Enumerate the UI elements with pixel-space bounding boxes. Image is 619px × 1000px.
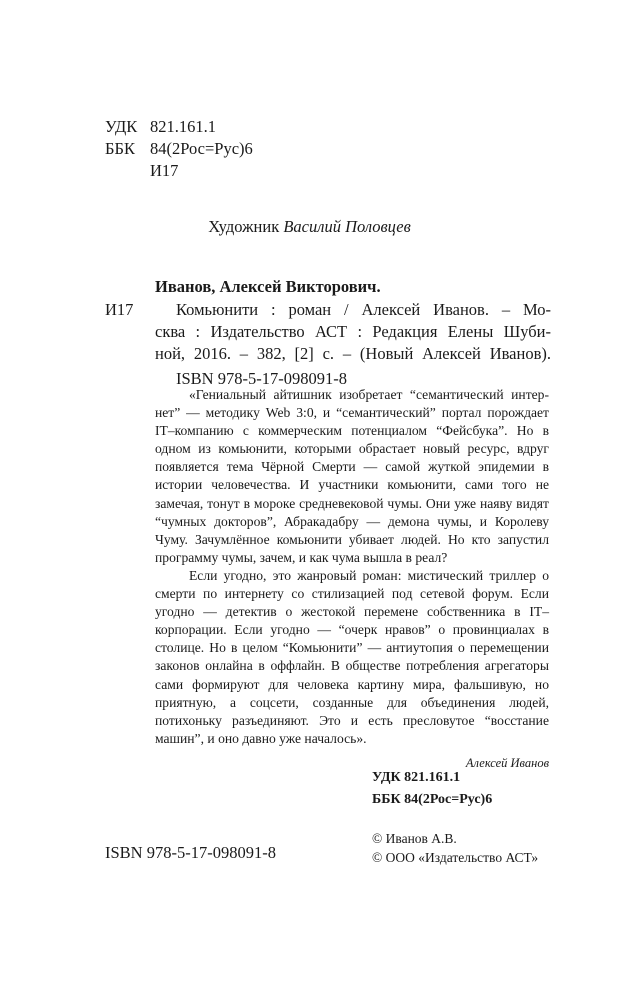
bibliographic-line-1: Комьюнити : роман / Алексей Иванов. – Мо- bbox=[176, 300, 551, 319]
bibliographic-mark: И17 bbox=[105, 300, 134, 319]
bibliographic-line-2: сква : Издательство АСТ : Редакция Елены Шуби- bbox=[155, 322, 551, 341]
bbk-value: 84(2Рос=Рус)6 bbox=[150, 139, 253, 158]
bottom-bbk: ББК 84(2Рос=Рус)6 bbox=[372, 792, 493, 807]
isbn-record: ISBN 978-5-17-098091-8 bbox=[176, 369, 347, 388]
annotation-signature: Алексей Иванов bbox=[465, 755, 549, 770]
artist-credit bbox=[0, 216, 619, 237]
author-mark: И17 bbox=[150, 161, 179, 180]
udk-value: 821.161.1 bbox=[150, 117, 216, 136]
bottom-isbn: ISBN 978-5-17-098091-8 bbox=[105, 843, 276, 862]
annotation bbox=[155, 386, 549, 772]
artist-label: Художник bbox=[208, 217, 280, 236]
annotation-paragraph-2: Если угодно, это жанровый роман: мистический триллер о смерти по интернету со стилизацией под сетевой форум. Если угодно — детектив о жестокой перемене собственника в IT–корпорации. Если угодно — “очерк нравов” о провинциалах в столице. Но в целом “Комьюнити” — антиутопия о перемещении законов онлайна в оффлайн. В обществе потребления агрегаторы сами формируют для человека картину мира, фальшивую, но приятную, а соцсети, созданные для объединения людей, потихоньку разъединяют. Это и есть пресловутое “восстание машин”, и оно давно уже началось». bbox=[155, 567, 549, 746]
annotation-paragraph-1: «Гениальный айтишник изобретает “семантический интер-нет” — методику Web 3:0, и “семантический” портал порождает IT–компанию с коммерческим потенциалом “Фейсбука”. Но в одном из комьюнити, которыми обрастает новый ресурс, вдруг появляется тема Чёрной Смерти — самой жуткой эпидемии в истории человечества. И участники комьюнити, сами того не замечая, тонут в мороке средневековой чумы. Они уже наяву видят “чумных докторов”, Абракадабру — демона чумы, и Королеву Чуму. Зачумлённое комьюнити убивает людей. Но кто запустил программу чумы, зачем, и как чума вышла в реал? bbox=[155, 387, 549, 565]
copyright-publisher: © ООО «Издательство АСТ» bbox=[372, 850, 539, 865]
copyright-author: © Иванов А.В. bbox=[372, 831, 457, 846]
bibliographic-line-3: ной, 2016. – 382, [2] с. – (Новый Алексей Иванов). bbox=[155, 344, 551, 363]
bbk-label: ББК bbox=[105, 139, 135, 158]
artist-name: Василий Половцев bbox=[283, 217, 411, 236]
bottom-udk: УДК 821.161.1 bbox=[372, 770, 461, 785]
author-heading: Иванов, Алексей Викторович. bbox=[155, 277, 381, 296]
udk-label: УДК bbox=[105, 117, 138, 136]
